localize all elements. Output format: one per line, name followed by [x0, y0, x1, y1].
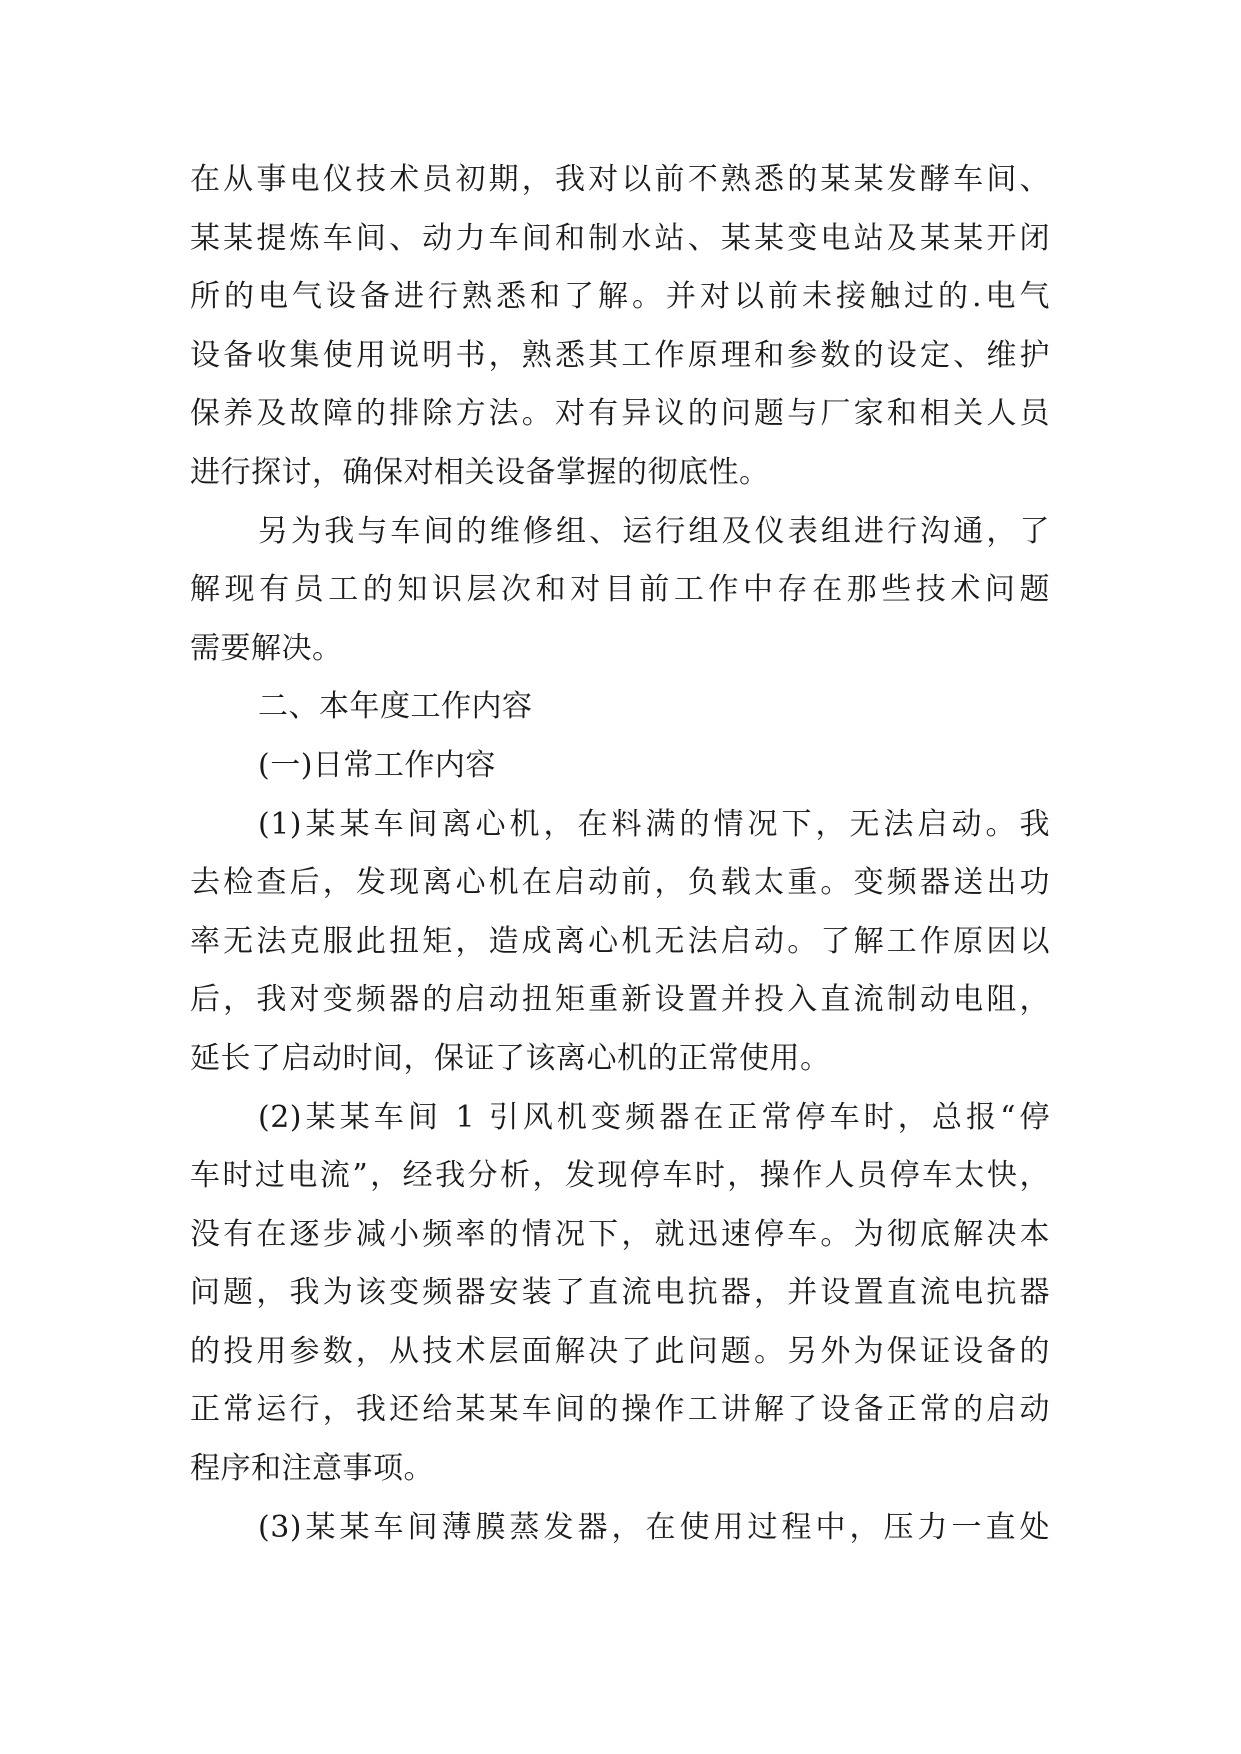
text-line: 程序和注意事项。 [190, 1451, 434, 1487]
paragraph-item-2 [190, 1089, 1050, 1499]
heading-text: 二、本年度工作内容 [258, 689, 533, 725]
text-line: 在从事电仪技术员初期，我对以前不熟悉的某某发酵车间、 [190, 162, 1050, 197]
paragraph-intro [190, 151, 1050, 503]
text-line: 后，我对变频器的启动扭矩重新设置并投入直流制动电阻， [190, 982, 1050, 1018]
text-line: 车时过电流”，经我分析，发现停车时，操作人员停车太快， [190, 1158, 1050, 1194]
section-heading [190, 678, 1050, 737]
text-line: 问题，我为该变频器安装了直流电抗器，并设置直流电抗器 [190, 1275, 1050, 1311]
paragraph-communication [190, 503, 1050, 679]
text-line: 设备收集使用说明书，熟悉其工作原理和参数的设定、维护 [190, 337, 1050, 373]
paragraph-item-1 [190, 796, 1050, 1089]
text-line: 去检查后，发现离心机在启动前，负载太重。变频器送出功 [190, 865, 1050, 901]
text-line: 率无法克服此扭矩，造成离心机无法启动。了解工作原因以 [190, 923, 1050, 959]
subsection-heading [190, 737, 1050, 796]
text-line: 另为我与车间的维修组、运行组及仪表组进行沟通，了 [258, 513, 1050, 549]
text-line: 保养及故障的排除方法。对有异议的问题与厂家和相关人员 [190, 396, 1050, 432]
text-line: 正常运行，我还给某某车间的操作工讲解了设备正常的启动 [190, 1392, 1050, 1428]
text-line: (2)某某车间 1 引风机变频器在正常停车时，总报“停 [258, 1099, 1050, 1135]
text-line: 需要解决。 [190, 630, 343, 666]
text-line: 所的电气设备进行熟悉和了解。并对以前未接触过的.电气 [190, 279, 1050, 315]
text-line: 某某提炼车间、动力车间和制水站、某某变电站及某某开闭 [190, 220, 1050, 256]
text-line: 没有在逐步减小频率的情况下，就迅速停车。为彻底解决本 [190, 1216, 1050, 1252]
text-line: 进行探讨，确保对相关设备掌握的彻底性。 [190, 454, 770, 490]
subheading-text: (一)日常工作内容 [258, 747, 496, 783]
text-line: (1)某某车间离心机，在料满的情况下，无法启动。我 [258, 806, 1050, 842]
text-line: (3)某某车间薄膜蒸发器，在使用过程中，压力一直处 [258, 1509, 1050, 1545]
text-line: 延长了启动时间，保证了该离心机的正常使用。 [190, 1040, 831, 1076]
document-body [190, 151, 1050, 1557]
text-line: 的投用参数，从技术层面解决了此问题。另外为保证设备的 [190, 1333, 1050, 1369]
paragraph-item-3 [190, 1499, 1050, 1558]
text-line: 解现有员工的知识层次和对目前工作中存在那些技术问题 [190, 572, 1050, 608]
